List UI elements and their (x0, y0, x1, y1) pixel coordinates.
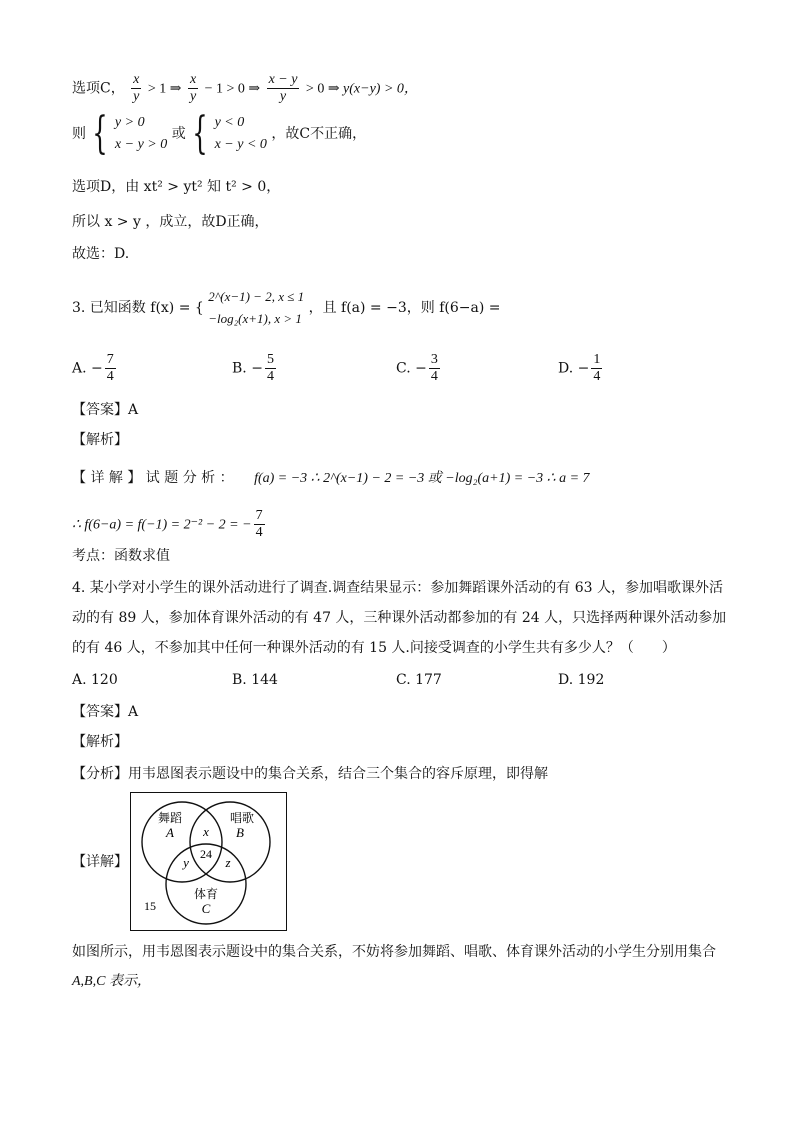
left-brace-2: { (192, 108, 208, 159)
optC-or: 或 (171, 126, 186, 142)
q3-option-c: C. − $\frac{3}{4}$ (396, 352, 438, 384)
venn-a-letter: A (166, 825, 174, 840)
q3-stem-prefix: 3. 已知函数 f(x) = { (72, 300, 204, 316)
venn-ab: x (203, 824, 209, 839)
left-brace-1: { (92, 108, 109, 159)
q3-stem (72, 286, 500, 330)
optC-prefix: 选项C， (72, 80, 125, 97)
q4-analysis: 【解析】 (72, 734, 128, 750)
frac-x-over-y-2: $\frac{x}{y}$ (189, 72, 197, 104)
q3-detail: 【 详 解 】 试 题 分 析 ： f(a) = −3 ∴ 2^(x−1) − 2 = −3 或 −log₂(a+1) = −3 ∴ a = 7 (72, 470, 590, 486)
venn-bc: z (225, 855, 231, 870)
q4-stem-l1: 4. 某小学对小学生的课外活动进行了调查.调查结果显示：参加舞蹈课外活动的有 63 人，参加唱歌课外活 (72, 580, 723, 596)
q3-analysis: 【解析】 (72, 432, 128, 448)
optD-line3: 故选：D. (72, 246, 130, 262)
q3-detail-line2: ∴ f(6−a) = f(−1) = 2⁻² − 2 = − $\frac{7}{4}$ (72, 508, 263, 540)
venn-abc: 24 (200, 847, 212, 861)
q3-piecewise: 2^(x−1) − 2, x ≤ 1 −log₂(x+1), x > 1 (208, 289, 305, 326)
optC-then: 则 (72, 126, 86, 142)
q4-explain-l1: 如图所示，用韦恩图表示题设中的集合关系，不妨将参加舞蹈、唱歌、体育课外活动的小学生分别用集合 (72, 944, 716, 960)
q3-option-a: A. − $\frac{7}{4}$ (72, 352, 114, 384)
q4-option-b: B. 144 (232, 672, 278, 688)
q3-answer: 【答案】A (72, 402, 139, 418)
q3-option-b: B. − $\frac{5}{4}$ (232, 352, 274, 384)
venn-b-name: 唱歌 (229, 811, 255, 825)
optD-line2: 所以 x > y ，成立，故D正确， (72, 214, 269, 230)
q4-option-c: C. 177 (396, 672, 442, 688)
optC-line1: 选项C， $\frac{x}{y}$ > 1 ⇒ $\frac{x}{y}$ − 1 > 0 ⇒ $\frac{x - y}{y}$ > 0 ⇒ y(x−y) > 0， (72, 72, 418, 104)
frac-x-over-y: $\frac{x}{y}$ (133, 72, 140, 104)
optC-conclusion: ，故C不正确， (271, 126, 367, 142)
venn-b-letter: B (236, 825, 244, 840)
q3-option-d: D. − $\frac{1}{4}$ (558, 352, 601, 384)
venn-ac: y (183, 855, 189, 870)
venn-outside: 15 (144, 899, 156, 913)
optC-line2 (72, 108, 367, 159)
q4-option-d: D. 192 (558, 672, 605, 688)
q4-stem-l3: 的有 46 人，不参加其中任何一种课外活动的有 15 人.问接受调查的小学生共有多少人？（ ） (72, 640, 676, 656)
q4-answer: 【答案】A (72, 704, 139, 720)
frac-x-minus-y-over-y: $\frac{x - y}{y}$ (268, 72, 298, 104)
system-2: y < 0 x − y < 0 (214, 115, 267, 152)
venn-c-letter: C (201, 901, 211, 916)
venn-a-name: 舞蹈 (157, 811, 183, 825)
system-1: y > 0 x − y > 0 (114, 115, 168, 152)
optD-line1: 选项D，由 xt² > yt² 知 t² > 0， (72, 179, 281, 195)
venn-c-name: 体育 (193, 887, 219, 901)
q4-explain-l2: A,B,C 表示， (72, 974, 151, 989)
q3-stem-suffix: ，且 f(a) = −3，则 f(6−a) = (308, 300, 501, 316)
venn-diagram (130, 792, 288, 932)
q3-kaodian: 考点：函数求值 (72, 548, 170, 564)
optC-chain: ⇒ y(x−y) > 0， (327, 81, 418, 97)
q4-fenxi: 【分析】用韦恩图表示题设中的集合关系，结合三个集合的容斥原理，即得解 (72, 766, 548, 782)
q4-stem-l2: 动的有 89 人，参加体育课外活动的有 47 人，三种课外活动都参加的有 24 人，只选择两种课外活动参加 (72, 610, 727, 626)
q4-option-a: A. 120 (72, 672, 118, 688)
q4-detail-label: 【详解】 (72, 854, 128, 870)
